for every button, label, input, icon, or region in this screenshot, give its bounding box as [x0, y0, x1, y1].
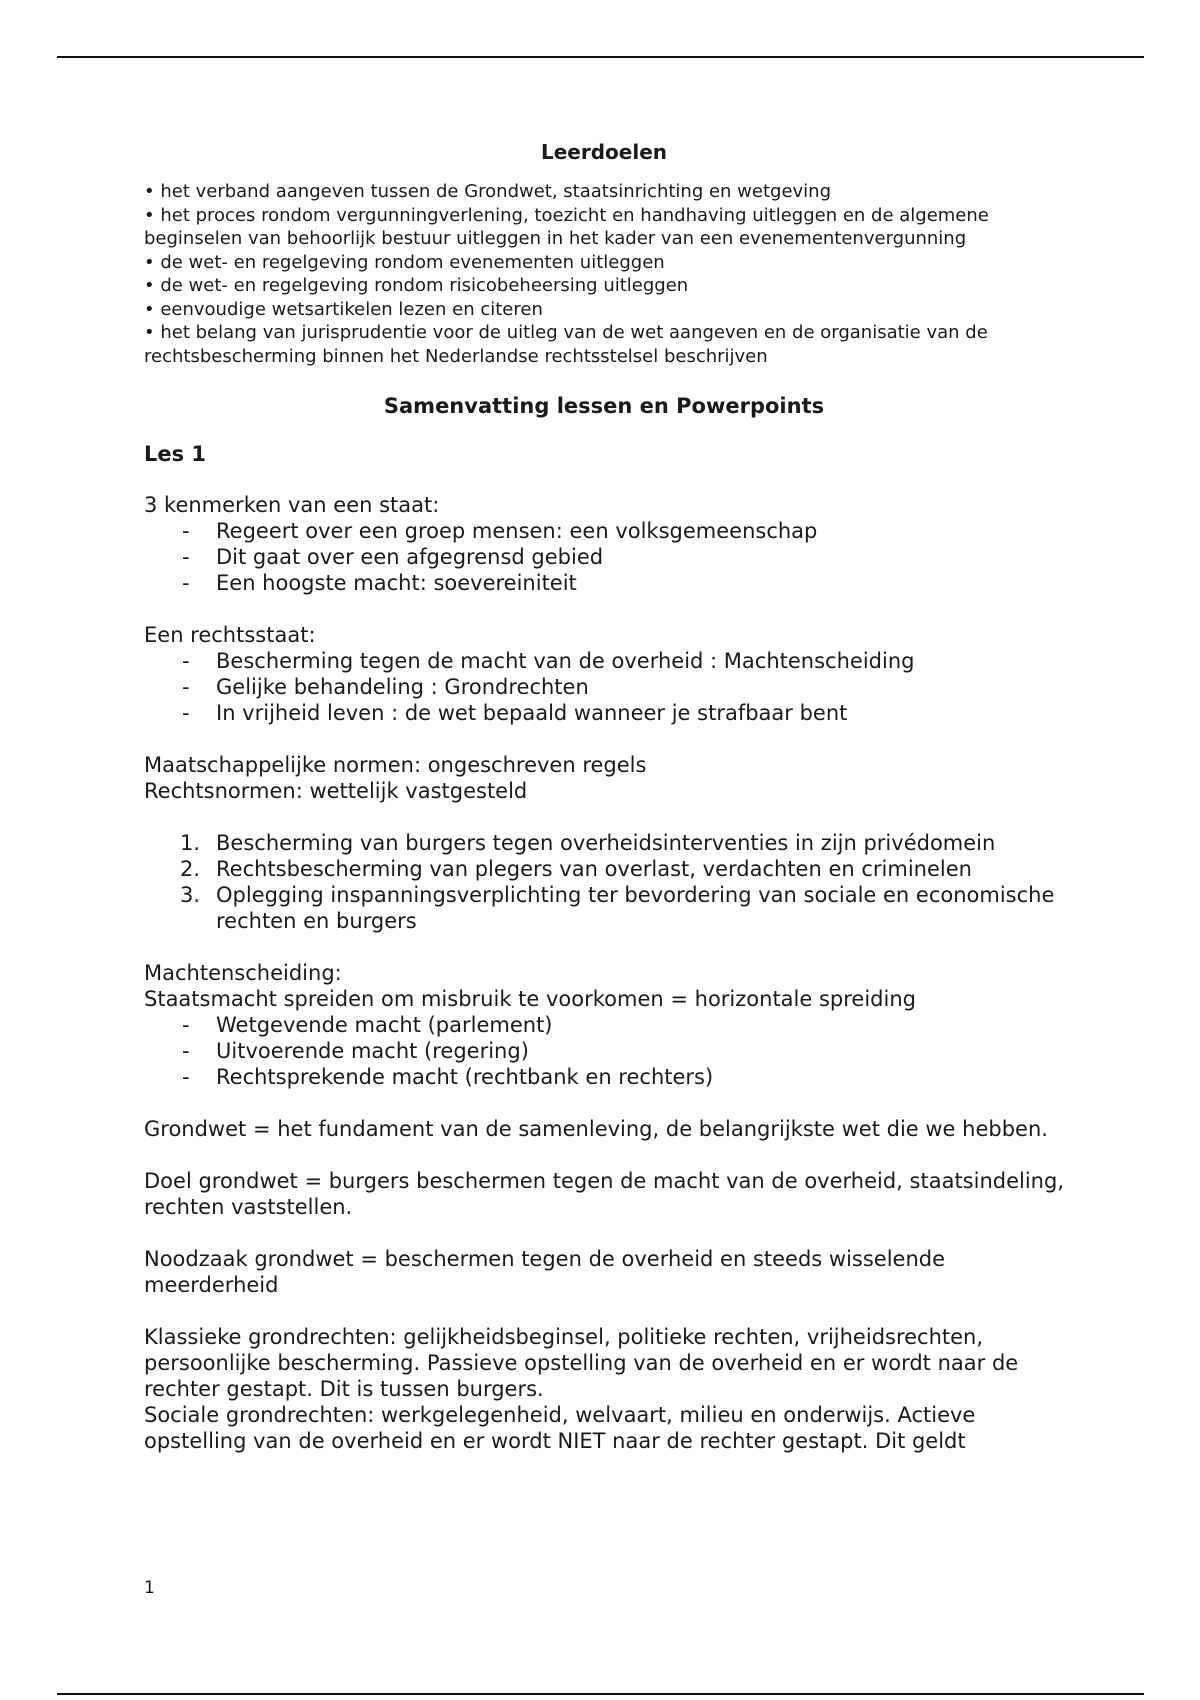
list-item-text: Gelijke behandeling : Grondrechten [216, 675, 589, 699]
list-item [144, 882, 1064, 934]
state-heading: 3 kenmerken van een staat: [144, 493, 440, 517]
spacer [144, 596, 1064, 622]
list-item [144, 856, 1064, 882]
spacer [144, 1090, 1064, 1116]
list-item-text: Bescherming tegen de macht van de overheid : Machtenscheiding [216, 649, 915, 673]
separation-list [144, 1012, 1064, 1090]
document-page [144, 140, 1064, 1454]
list-item [144, 1012, 1064, 1038]
top-rule [57, 56, 1144, 58]
list-item-text: In vrijheid leven : de wet bepaald wanneer je strafbaar bent [216, 701, 848, 725]
learning-goal: • eenvoudige wetsartikelen lezen en citeren [144, 298, 543, 320]
list-item-text: Een hoogste macht: soevereiniteit [216, 571, 577, 595]
list-item [144, 570, 1064, 596]
learning-goal: • het proces rondom vergunningverlening, toezicht en handhaving uitleggen en de algemene beginselen van behoorlijk bestuur uitleggen in het kader van een evenementenvergunning [144, 204, 989, 249]
learning-goals-title: Leerdoelen [540, 140, 667, 164]
spacer [144, 1220, 1064, 1246]
dash-marker: - [182, 701, 190, 725]
list-item [144, 700, 1064, 726]
list-item-text: Rechtsprekende macht (rechtbank en rechters) [216, 1065, 714, 1089]
learning-goal: • de wet- en regelgeving rondom risicobeheersing uitleggen [144, 275, 689, 296]
doel-paragraph: Doel grondwet = burgers beschermen tegen de macht van de overheid, staatsindeling, rechten vaststellen. [144, 1169, 1064, 1219]
list-item-text: Uitvoerende macht (regering) [216, 1039, 529, 1063]
list-item [144, 1038, 1064, 1064]
dash-marker: - [182, 545, 190, 569]
lesson-heading: Les 1 [144, 442, 207, 466]
separation-heading: Machtenscheiding: [144, 961, 342, 985]
list-item-text: Bescherming van burgers tegen overheidsinterventies in zijn privédomein [216, 831, 996, 855]
dash-marker: - [182, 571, 190, 595]
list-item [144, 674, 1064, 700]
rule-of-law-heading: Een rechtsstaat: [144, 623, 316, 647]
spacer [144, 1142, 1064, 1168]
social-norms-line: Maatschappelijke normen: ongeschreven regels [144, 753, 647, 777]
bottom-rule [57, 1693, 1144, 1695]
list-item-text: Regeert over een groep mensen: een volksgemeenschap [216, 519, 818, 543]
learning-goal: • het verband aangeven tussen de Grondwet, staatsinrichting en wetgeving [144, 181, 832, 202]
list-item-text: Rechtsbescherming van plegers van overlast, verdachten en criminelen [216, 857, 972, 881]
dash-marker: - [182, 1039, 190, 1063]
number-marker: 2. [180, 857, 201, 881]
page-number: 1 [144, 1578, 155, 1598]
dash-marker: - [182, 1065, 190, 1089]
list-item-text: Oplegging inspanningsverplichting ter bevordering van sociale en economische rechten en burgers [216, 883, 1055, 933]
summary-title: Samenvatting lessen en Powerpoints [383, 394, 825, 418]
klassieke-paragraph: Klassieke grondrechten: gelijkheidsbeginsel, politieke rechten, vrijheidsrechten, persoonlijke bescherming. Passieve opstelling van de overheid en er wordt naar de rechter gestapt. Dit is tussen burgers. [144, 1325, 1019, 1401]
grondwet-paragraph: Grondwet = het fundament van de samenleving, de belangrijkste wet die we hebben. [144, 1117, 1048, 1141]
spacer [144, 1298, 1064, 1324]
list-item [144, 544, 1064, 570]
spacer [144, 934, 1064, 960]
list-item [144, 830, 1064, 856]
list-item [144, 1064, 1064, 1090]
learning-goals-list [144, 180, 1064, 368]
sociale-paragraph: Sociale grondrechten: werkgelegenheid, welvaart, milieu en onderwijs. Actieve opstelling van de overheid en er wordt NIET naar de rechter gestapt. Dit geldt [144, 1403, 976, 1453]
list-item-text: Dit gaat over een afgegrensd gebied [216, 545, 604, 569]
list-item [144, 648, 1064, 674]
number-marker: 1. [180, 831, 201, 855]
list-item-text: Wetgevende macht (parlement) [216, 1013, 553, 1037]
learning-goal: • de wet- en regelgeving rondom evenementen uitleggen [144, 251, 665, 273]
dash-marker: - [182, 675, 190, 699]
dash-marker: - [182, 649, 190, 673]
list-item [144, 518, 1064, 544]
spacer [144, 804, 1064, 830]
number-marker: 3. [180, 883, 201, 907]
learning-goal: • het belang van jurisprudentie voor de uitleg van de wet aangeven en de organisatie van de rechtsbescherming binnen het Nederlandse rechtsstelsel beschrijven [144, 322, 988, 367]
noodzaak-paragraph: Noodzaak grondwet = beschermen tegen de overheid en steeds wisselende meerderheid [144, 1247, 946, 1297]
spacer [144, 726, 1064, 752]
dash-marker: - [182, 1013, 190, 1037]
numbered-list [144, 830, 1064, 934]
separation-line: Staatsmacht spreiden om misbruik te voorkomen = horizontale spreiding [144, 987, 916, 1011]
rule-of-law-list [144, 648, 1064, 726]
state-list [144, 518, 1064, 596]
dash-marker: - [182, 519, 190, 543]
legal-norms-line: Rechtsnormen: wettelijk vastgesteld [144, 779, 528, 803]
lesson-body [144, 492, 1064, 1454]
